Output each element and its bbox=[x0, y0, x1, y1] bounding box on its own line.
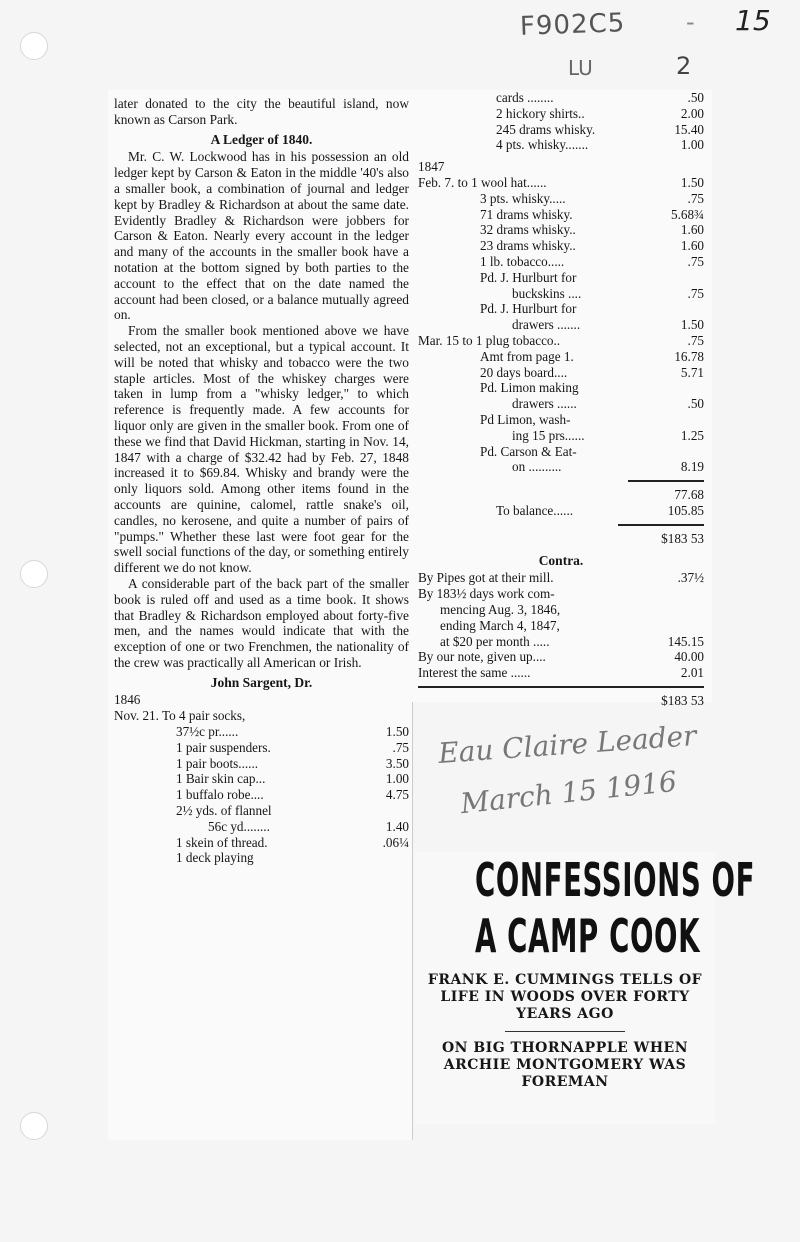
ledger-row: Mar. 15 to 1 plug tobacco.. .75 bbox=[418, 332, 704, 348]
punch-hole-top bbox=[20, 32, 48, 60]
headline-deck-2: ON BIG THORNAPPLE WHEN ARCHIE MONTGOMERY WAS FOREMAN bbox=[441, 1040, 689, 1090]
contra-row: mencing Aug. 3, 1846, bbox=[440, 601, 561, 617]
contra-row: Interest the same ...... 2.01 bbox=[418, 665, 704, 681]
balance-row: To balance...... 105.85 bbox=[496, 502, 704, 518]
ledger-row: 1 deck playing bbox=[176, 850, 254, 866]
subtotal: 77.68 bbox=[674, 487, 704, 503]
ledger-row: 56c yd........ 1.40 bbox=[208, 818, 409, 834]
ledger-row: 23 drams whisky.. 1.60 bbox=[480, 238, 704, 254]
contra-row: at $20 per month ..... 145.15 bbox=[440, 633, 704, 649]
dash-mark: - bbox=[686, 8, 695, 36]
ledger-row: 71 drams whisky. 5.68¾ bbox=[480, 206, 704, 222]
total-1: $183 53 bbox=[661, 530, 704, 546]
ledger-row: 245 drams whisky. 15.40 bbox=[496, 121, 704, 137]
total-rule bbox=[618, 524, 704, 526]
ledger-row: on .......... 8.19 bbox=[512, 459, 704, 475]
contra-row: ending March 4, 1847, bbox=[440, 617, 560, 633]
lu-mark: LU bbox=[568, 56, 593, 80]
article-para-3: A considerable part of the back part of the smaller book is ruled off and used as a time book. It shows that Bradley & Richardson employed about forty-five men, and the names would indicate that with the exception of one or two Frenchmen, the nationality of the crew was practically all American or Irish. bbox=[114, 575, 409, 670]
article-intro: later donated to the city the beautiful island, now known as Carson Park. bbox=[114, 96, 409, 127]
ledger-row: cards ........ .50 bbox=[496, 90, 704, 105]
total-2: $183 53 bbox=[661, 692, 704, 708]
ledger-row: 1 buffalo robe.... 4.75 bbox=[176, 787, 409, 803]
subhead-ledger: A Ledger of 1840. bbox=[210, 131, 313, 147]
contra-row: By Pipes got at their mill. .37½ bbox=[418, 570, 704, 586]
account-name: John Sargent, Dr. bbox=[210, 674, 313, 690]
handwritten-note bbox=[430, 720, 710, 820]
ledger-year: 1846 bbox=[114, 692, 141, 708]
contra-heading: Contra. bbox=[538, 552, 584, 568]
ledger-row: 4 pts. whisky....... 1.00 bbox=[496, 137, 704, 153]
article-para-2: From the smaller book mentioned above we have selected, not an exceptional, but a typical account. It will be noted that whisky and tobacco were the two staple articles. Most of the whiskey charges were taken in lump from a "whisky ledger," to which reference is frequently made. A few accounts for liquor only are given in the smaller book. From one of these we find that David Hickman, starting in Nov. 14, 1847 with a charge of $32.42 had by Feb. 27, 1848 increased it to $69.84. Whisky and brandy were the only liquors sold. Among other items found in the accounts are quinine, calomel, rattle snake's oil, candles, no kerosene, and quite a number of pairs of "pumps." Whether these last were foot gear for the swell social functions of the day, or something entirely different we do not know. bbox=[114, 323, 409, 576]
contra-rule bbox=[418, 686, 704, 688]
headline-line-1: CONFESSIONS OF bbox=[475, 853, 756, 907]
ledger-row: ing 15 prs...... 1.25 bbox=[512, 427, 704, 443]
ledger-row: Nov. 21. To 4 pair socks, bbox=[114, 708, 246, 724]
ledger-row: Amt from page 1. 16.78 bbox=[480, 348, 704, 364]
ledger-row: 1 pair boots...... 3.50 bbox=[176, 755, 409, 771]
ledger-row: buckskins .... .75 bbox=[512, 285, 704, 301]
ledger-row: Pd. Carson & Eat- bbox=[480, 443, 577, 459]
ledger-row: 3 pts. whisky..... .75 bbox=[480, 190, 704, 206]
ledger-row: 1 pair suspenders. .75 bbox=[176, 739, 409, 755]
ledger-row: Pd. Limon making bbox=[480, 380, 579, 396]
ledger-row: Pd. J. Hurlburt for bbox=[480, 269, 577, 285]
ledger-row: 20 days board.... 5.71 bbox=[480, 364, 704, 380]
ledger-row: 2 hickory shirts.. 2.00 bbox=[496, 105, 704, 121]
id-mark: F902C5 bbox=[519, 8, 626, 42]
headline-line-2: A CAMP COOK bbox=[475, 909, 701, 963]
contra-row: By 183½ days work com- bbox=[418, 586, 555, 602]
ledger-left bbox=[114, 692, 409, 866]
ledger-row: Pd. J. Hurlburt for bbox=[480, 301, 577, 317]
ledger-row: 37½c pr...... 1.50 bbox=[176, 724, 409, 740]
ledger-row: drawers ...... .50 bbox=[512, 396, 704, 412]
two-mark: 2 bbox=[676, 52, 692, 80]
ledger-year: 1847 bbox=[418, 159, 445, 175]
contra-row: By our note, given up.... 40.00 bbox=[418, 649, 704, 665]
handwritten-source: Eau Claire Leader bbox=[437, 719, 698, 770]
headline-deck-1: FRANK E. CUMMINGS TELLS OF LIFE IN WOODS OVER FORTY YEARS AGO bbox=[427, 972, 703, 1022]
article-para-1: Mr. C. W. Lockwood has in his possession an old ledger kept by Carson & Eaton in the middle '40's also a smaller book, a combination of journal and ledger kept by Bradley & Richardson at about the same date. Evidently Bradley & Richardson were jobbers for Carson & Eaton. Nearly every account in the ledger and many of the accounts in the smaller book have a notation at the bottom signed by both parties to the account to the effect that on the date named the account had been closed, or a balance mutually agreed on. bbox=[114, 149, 409, 323]
ledger-row: Feb. 7. to 1 wool hat...... 1.50 bbox=[418, 174, 704, 190]
punch-hole-bottom bbox=[20, 1112, 48, 1140]
ledger-row: 1 skein of thread. .06¼ bbox=[176, 834, 409, 850]
ledger-row: drawers ....... 1.50 bbox=[512, 317, 704, 333]
ledger-row: 1 Bair skin cap... 1.00 bbox=[176, 771, 409, 787]
article-column-left bbox=[108, 90, 413, 1140]
handwritten-date: March 15 1916 bbox=[458, 764, 679, 821]
ledger-row: Pd Limon, wash- bbox=[480, 411, 571, 427]
punch-hole-middle bbox=[20, 560, 48, 588]
deck-divider bbox=[505, 1031, 625, 1032]
headline-clipping bbox=[415, 852, 756, 1124]
ledger-row: 2½ yds. of flannel bbox=[176, 803, 272, 819]
page-number: 15 bbox=[735, 4, 771, 37]
ledger-row: 32 drams whisky.. 1.60 bbox=[480, 222, 704, 238]
ledger-column-right bbox=[412, 90, 712, 708]
subtotal-rule bbox=[628, 480, 704, 482]
ledger-row: 1 lb. tobacco..... .75 bbox=[480, 253, 704, 269]
